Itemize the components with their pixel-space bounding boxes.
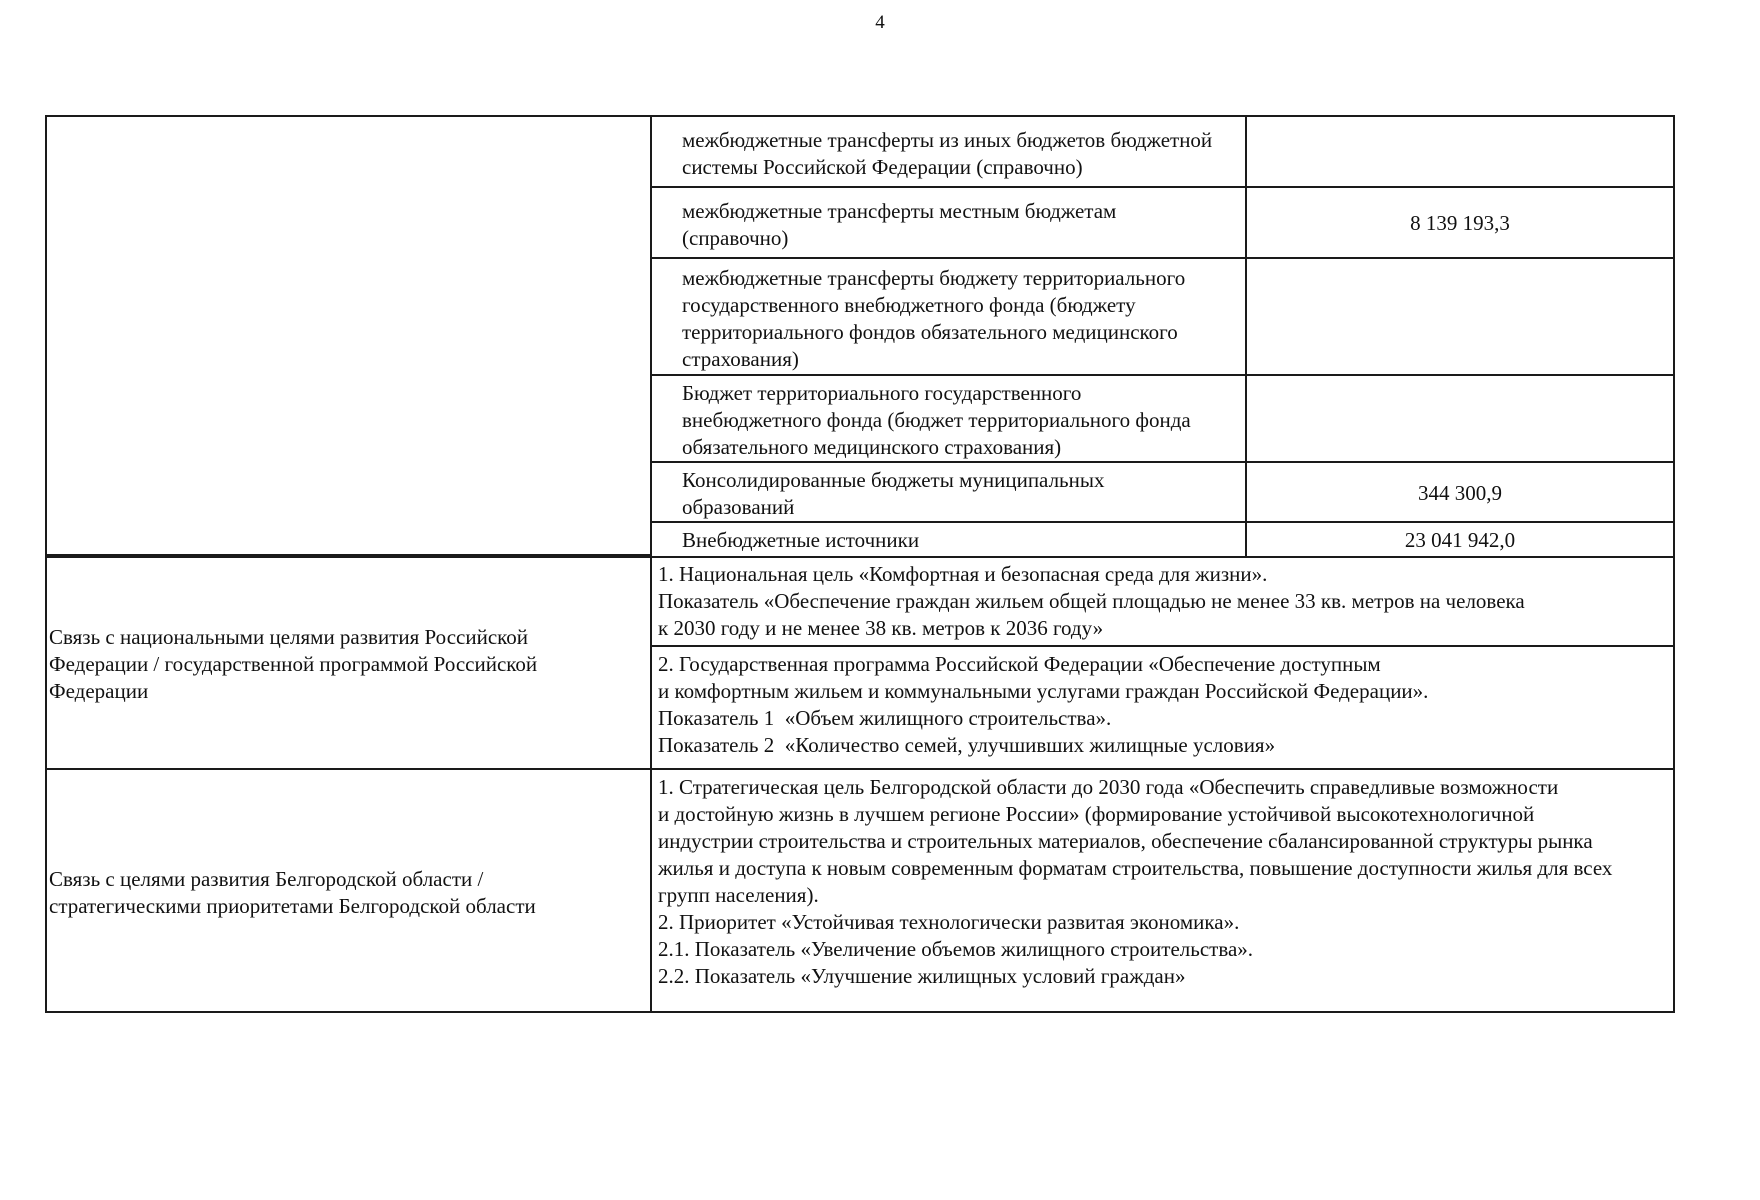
label-line: (справочно) [682,226,789,250]
heading-line: стратегическими приоритетами Белгородской области [49,894,536,918]
body-line: индустрии строительства и строительных материалов, обеспечение сбалансированной структуры рынка [658,829,1593,853]
label-line: внебюджетного фонда (бюджет территориального фонда [682,408,1191,432]
program-line: Показатель 2 «Количество семей, улучшивших жилищные условия» [658,733,1276,757]
label-line: Бюджет территориального государственного [682,381,1082,405]
finance-row-label [650,115,1247,188]
body-line: 2.1. Показатель «Увеличение объемов жилищного строительства». [658,937,1254,961]
label-line: Внебюджетные источники [682,528,920,552]
page-number: 4 [875,12,885,33]
value-text: 23 041 942,0 [1404,528,1516,552]
goal-line: Показатель «Обеспечение граждан жильем общей площадью не менее 33 кв. метров на человека [658,589,1525,613]
state-program-block [650,645,1675,770]
label-line: государственного внебюджетного фонда (бюджету [682,293,1136,317]
regional-goals-body [650,768,1675,1013]
finance-row-value [1245,461,1675,523]
goal-line: к 2030 году и не менее 38 кв. метров к 2036 году» [658,616,1104,640]
heading-line: Связь с национальными целями развития Российской [49,625,529,649]
value-text: 344 300,9 [1418,481,1502,505]
national-goal-block [650,556,1675,647]
body-line: 2. Приоритет «Устойчивая технологически развитая экономика». [658,910,1240,934]
body-line: 1. Стратегическая цель Белгородской области до 2030 года «Обеспечить справедливые возможности [658,775,1559,799]
finance-row-value [1245,521,1675,558]
program-line: Показатель 1 «Объем жилищного строительства». [658,706,1112,730]
heading-line: Федерации / государственной программой Российской [49,652,538,676]
goal-line: 1. Национальная цель «Комфортная и безопасная среда для жизни». [658,562,1268,586]
heading-line: Федерации [49,679,149,703]
label-line: страхования) [682,347,799,371]
finance-row-label [650,374,1247,463]
body-line: групп населения). [658,883,819,907]
label-line: межбюджетные трансферты из иных бюджетов бюджетной [682,128,1213,152]
label-line: обязательного медицинского страхования) [682,435,1062,459]
program-line: и комфортным жильем и коммунальными услугами граждан Российской Федерации». [658,679,1429,703]
body-line: и достойную жизнь в лучшем регионе России» (формирование устойчивой высокотехнологичной [658,802,1535,826]
body-line: 2.2. Показатель «Улучшение жилищных условий граждан» [658,964,1186,988]
finance-row-label [650,257,1247,376]
finance-row-value [1245,186,1675,259]
finance-row-value [1245,115,1675,188]
label-line: системы Российской Федерации (справочно) [682,155,1083,179]
national-goals-heading-cell [45,556,652,770]
label-line: Консолидированные бюджеты муниципальных [682,468,1105,492]
body-line: жилья и доступа к новым современным форматам строительства, повышение доступности жилья для всех [658,856,1613,880]
finance-row-label [650,521,1247,558]
heading-line: Связь с целями развития Белгородской области / [49,867,484,891]
program-line: 2. Государственная программа Российской Федерации «Обеспечение доступным [658,652,1381,676]
empty-left-cell [45,115,652,556]
value-text: 8 139 193,3 [1410,211,1510,235]
finance-row-label [650,461,1247,523]
label-line: образований [682,495,795,519]
finance-row-value [1245,257,1675,376]
label-line: межбюджетные трансферты местным бюджетам [682,199,1117,223]
finance-row-value [1245,374,1675,463]
label-line: территориального фондов обязательного медицинского [682,320,1178,344]
regional-goals-heading-cell [45,768,652,1013]
label-line: межбюджетные трансферты бюджету территориального [682,266,1186,290]
finance-row-label [650,186,1247,259]
